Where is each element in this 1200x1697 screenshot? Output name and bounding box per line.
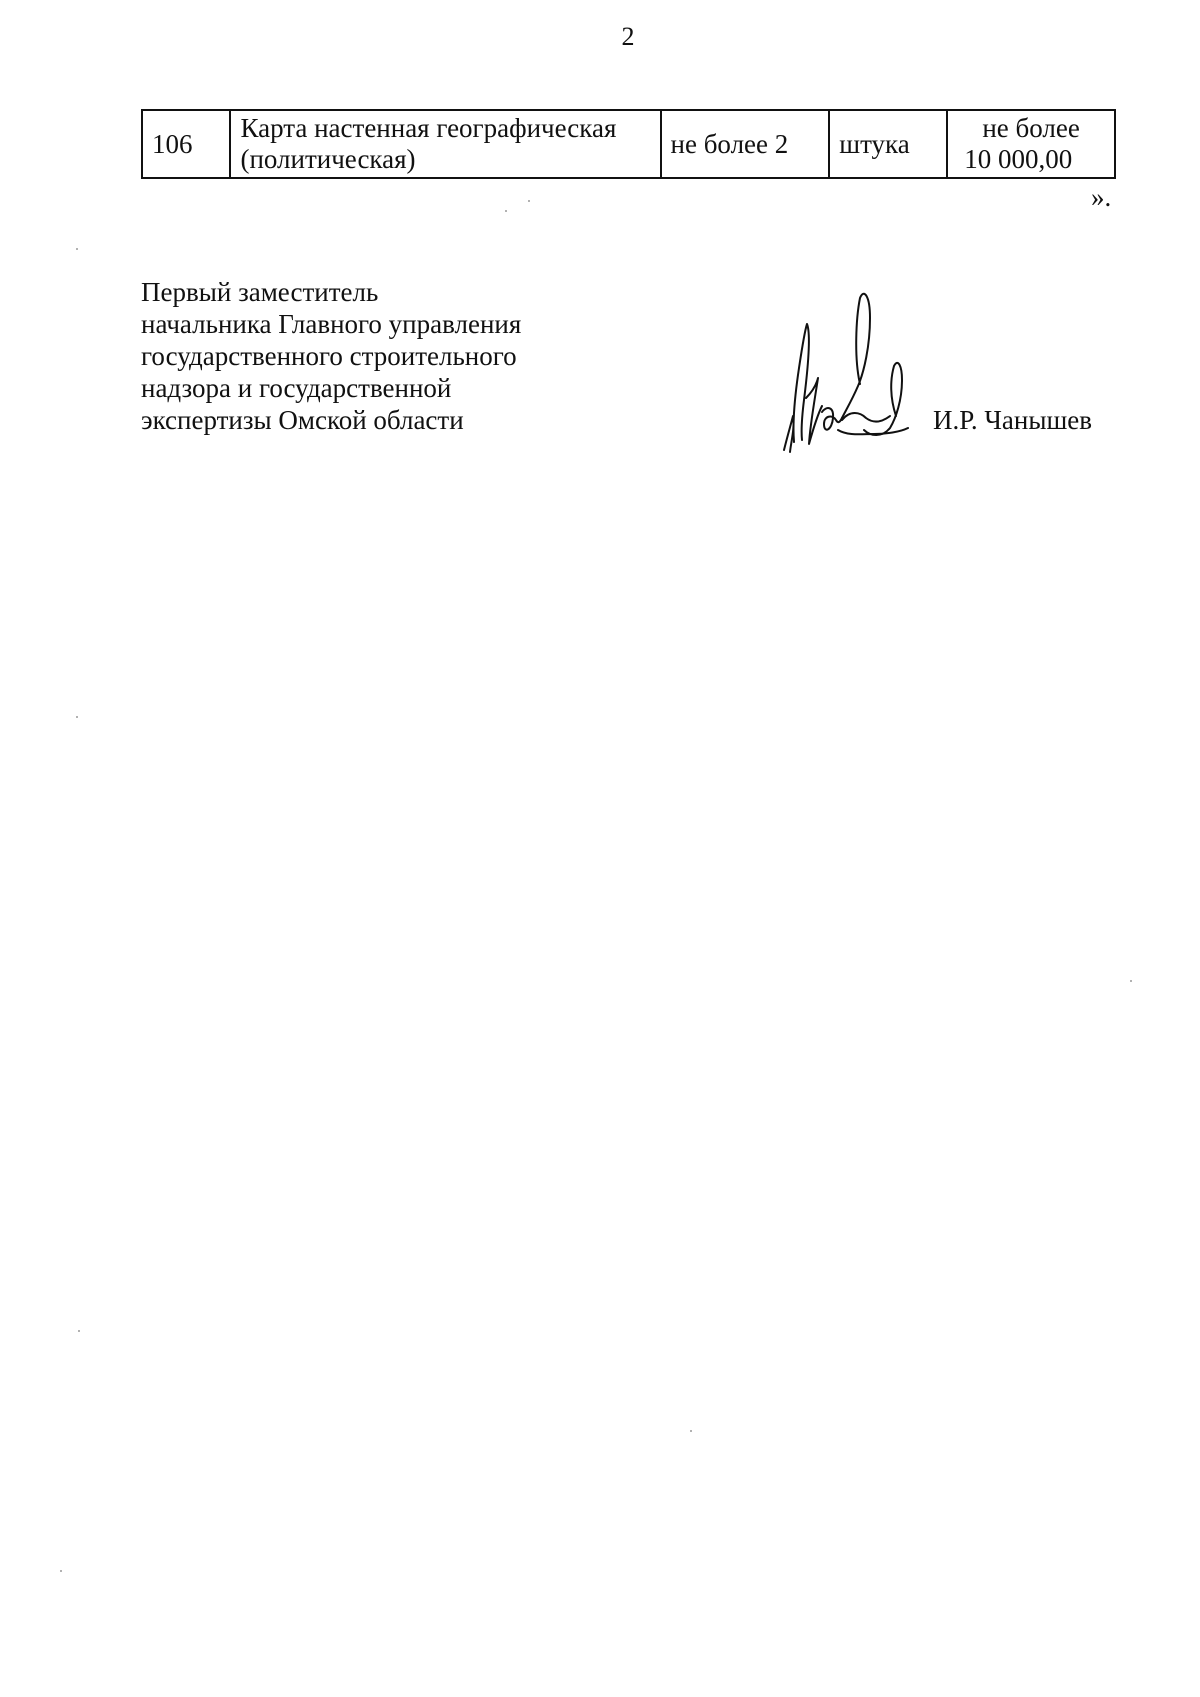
items-table <box>141 109 1116 179</box>
scan-speck <box>60 1570 62 1572</box>
closing-quote: ». <box>1091 182 1112 212</box>
position-line: начальника Главного управления <box>141 309 522 339</box>
row-number-cell: 106 <box>142 110 230 178</box>
signatory-position <box>141 276 521 436</box>
price-cell <box>947 110 1115 178</box>
item-name-line-2: (политическая) <box>240 144 416 174</box>
scan-speck <box>1130 980 1132 982</box>
position-line: экспертизы Омской области <box>141 405 464 435</box>
table-row <box>142 110 1115 178</box>
scan-speck <box>505 210 507 212</box>
quantity-cell: не более 2 <box>661 110 830 178</box>
position-line: надзора и государственной <box>141 373 452 403</box>
item-name-cell <box>230 110 660 178</box>
position-line: Первый заместитель <box>141 277 379 307</box>
signer-name: И.Р. Чанышев <box>933 405 1093 435</box>
handwritten-signature <box>778 288 918 458</box>
scan-speck <box>78 1330 80 1332</box>
scan-speck <box>690 1430 692 1432</box>
position-line: государственного строительного <box>141 341 517 371</box>
page-number: 2 <box>621 22 635 51</box>
scan-speck <box>76 716 78 718</box>
scan-speck <box>528 200 530 202</box>
price-line-1: не более <box>982 113 1080 143</box>
scan-speck <box>76 248 78 250</box>
price-line-2: 10 000,00 <box>964 144 1073 174</box>
unit-cell: штука <box>829 110 947 178</box>
item-name-line-1: Карта настенная географическая <box>240 113 617 143</box>
